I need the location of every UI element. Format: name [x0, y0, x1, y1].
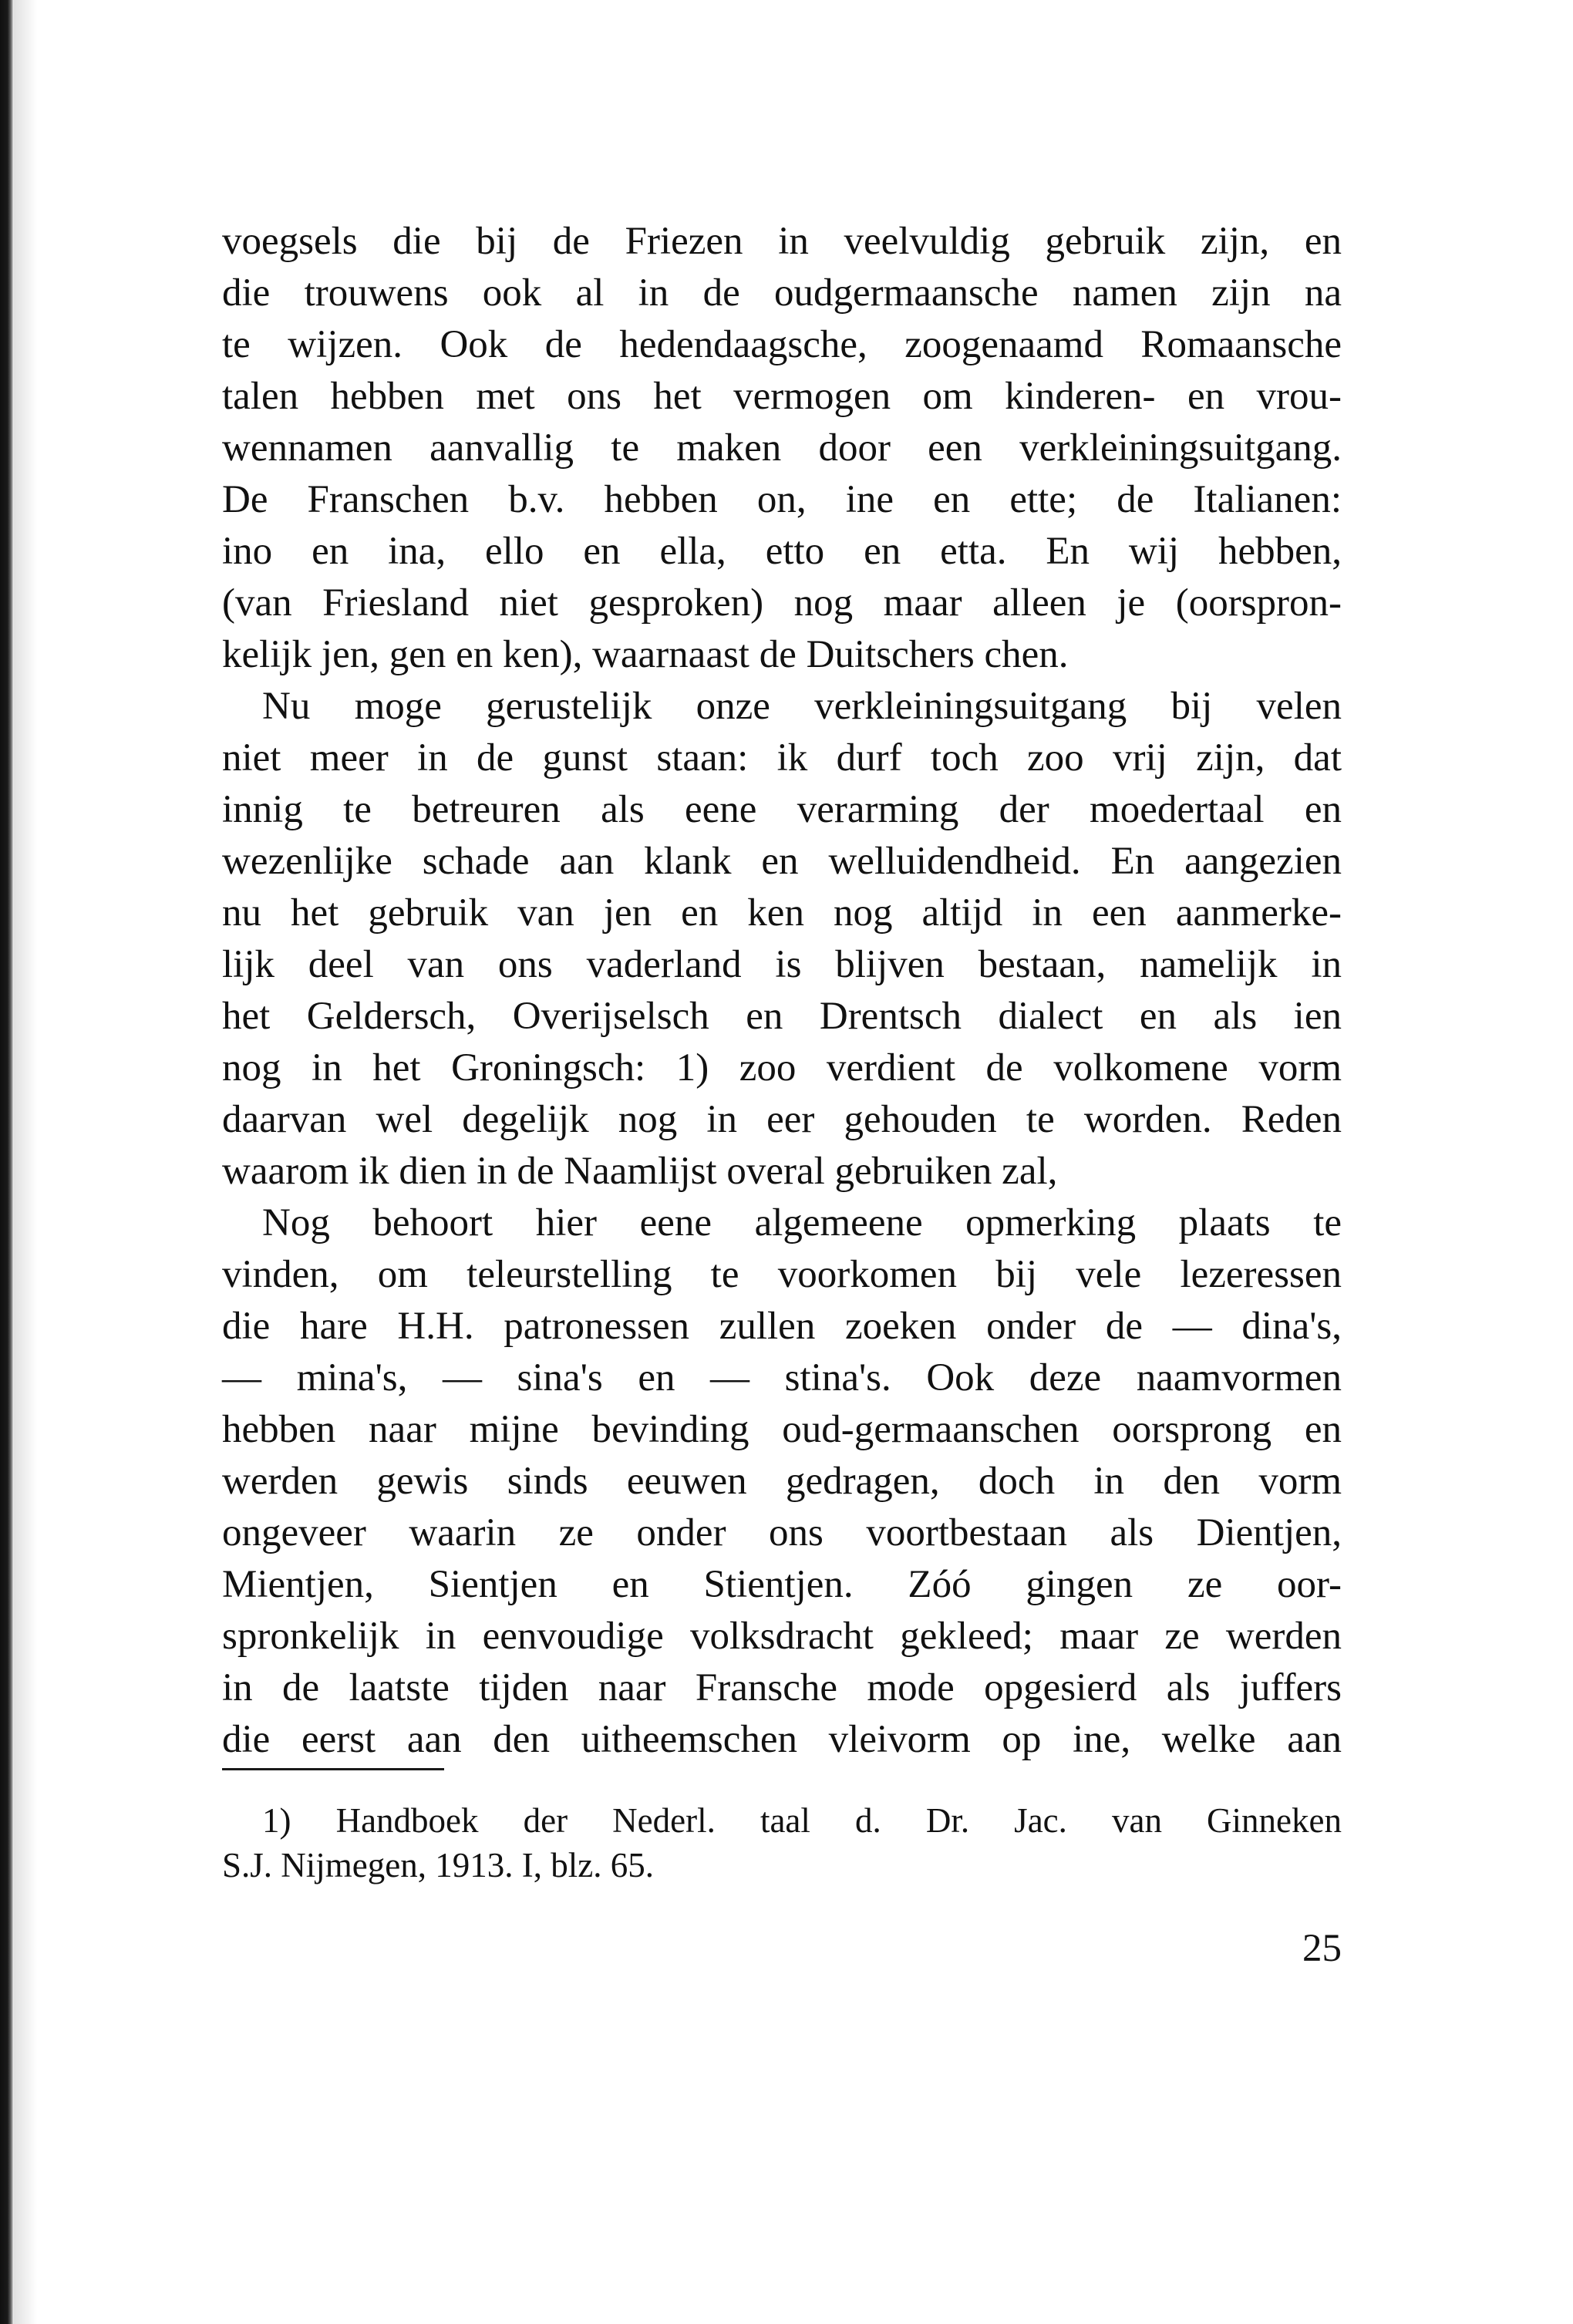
footnote-line: S.J. Nijmegen, 1913. I, blz. 65. [222, 1846, 654, 1884]
text-line: innig te betreuren als eene verarming der moedertaal en [222, 788, 1342, 831]
text-line: waarom ik dien in de Naamlijst overal gebruiken zal, [222, 1150, 1058, 1193]
text-line: wezenlijke schade aan klank en welluidendheid. En aangezien [222, 840, 1342, 883]
text-line: werden gewis sinds eeuwen gedragen, doch in den vorm [222, 1460, 1342, 1503]
text-line: het Geldersch, Overijselsch en Drentsch dialect en als ien [222, 995, 1342, 1038]
text-line: (van Friesland niet gesproken) nog maar alleen je (oorspron- [222, 581, 1342, 625]
text-line: Nu moge gerustelijk onze verkleiningsuitgang bij velen [262, 685, 1342, 728]
text-line: niet meer in de gunst staan: ik durf toch zoo vrij zijn, dat [222, 736, 1342, 780]
text-line: ongeveer waarin ze onder ons voortbestaan als Dientjen, [222, 1511, 1342, 1554]
text-line: nog in het Groningsch: 1) zoo verdient de volkomene vorm [222, 1046, 1342, 1090]
text-line: die trouwens ook al in de oudgermaansche namen zijn na [222, 271, 1342, 315]
text-line: voegsels die bij de Friezen in veelvuldig gebruik zijn, en [222, 220, 1342, 263]
footnote [222, 1798, 1342, 1888]
text-line: De Franschen b.v. hebben on, ine en ette; de Italianen: [222, 478, 1342, 521]
text-line: nu het gebruik van jen en ken nog altijd in een aanmerke- [222, 891, 1342, 935]
text-line: spronkelijk in eenvoudige volksdracht gekleed; maar ze werden [222, 1615, 1342, 1658]
text-line: vinden, om teleurstelling te voorkomen bij vele lezeressen [222, 1253, 1342, 1296]
text-line: ino en ina, ello en ella, etto en etta. En wij hebben, [222, 530, 1342, 573]
body-text [222, 216, 1342, 1766]
text-line: daarvan wel degelijk nog in eer gehouden te worden. Reden [222, 1098, 1342, 1141]
text-line: wennamen aanvallig te maken door een verkleiningsuitgang. [222, 426, 1342, 470]
binding-shadow [14, 0, 37, 2324]
text-line: Mientjen, Sientjen en Stientjen. Zóó gingen ze oor- [222, 1563, 1342, 1606]
text-line: in de laatste tijden naar Fransche mode opgesierd als juffers [222, 1666, 1342, 1709]
text-line: — mina's, — sina's en — stina's. Ook deze naamvormen [222, 1356, 1342, 1399]
footnote-line: 1) Handboek der Nederl. taal d. Dr. Jac. van Ginneken [262, 1801, 1342, 1840]
text-line: Nog behoort hier eene algemeene opmerking plaats te [262, 1201, 1342, 1245]
text-line: die hare H.H. patronessen zullen zoeken onder de — dina's, [222, 1305, 1342, 1348]
page-number: 25 [1302, 1927, 1342, 1970]
text-line: te wijzen. Ook de hedendaagsche, zoogenaamd Romaansche [222, 323, 1342, 366]
text-line: talen hebben met ons het vermogen om kinderen- en vrou- [222, 375, 1342, 418]
text-line: die eerst aan den uitheemschen vleivorm op ine, welke aan [222, 1718, 1342, 1761]
binding-edge [0, 0, 14, 2324]
text-line: kelijk jen, gen en ken), waarnaast de Duitschers chen. [222, 633, 1069, 676]
text-line: hebben naar mijne bevinding oud-germaanschen oorsprong en [222, 1408, 1342, 1451]
text-line: lijk deel van ons vaderland is blijven bestaan, namelijk in [222, 943, 1342, 986]
footnote-divider [222, 1768, 444, 1770]
